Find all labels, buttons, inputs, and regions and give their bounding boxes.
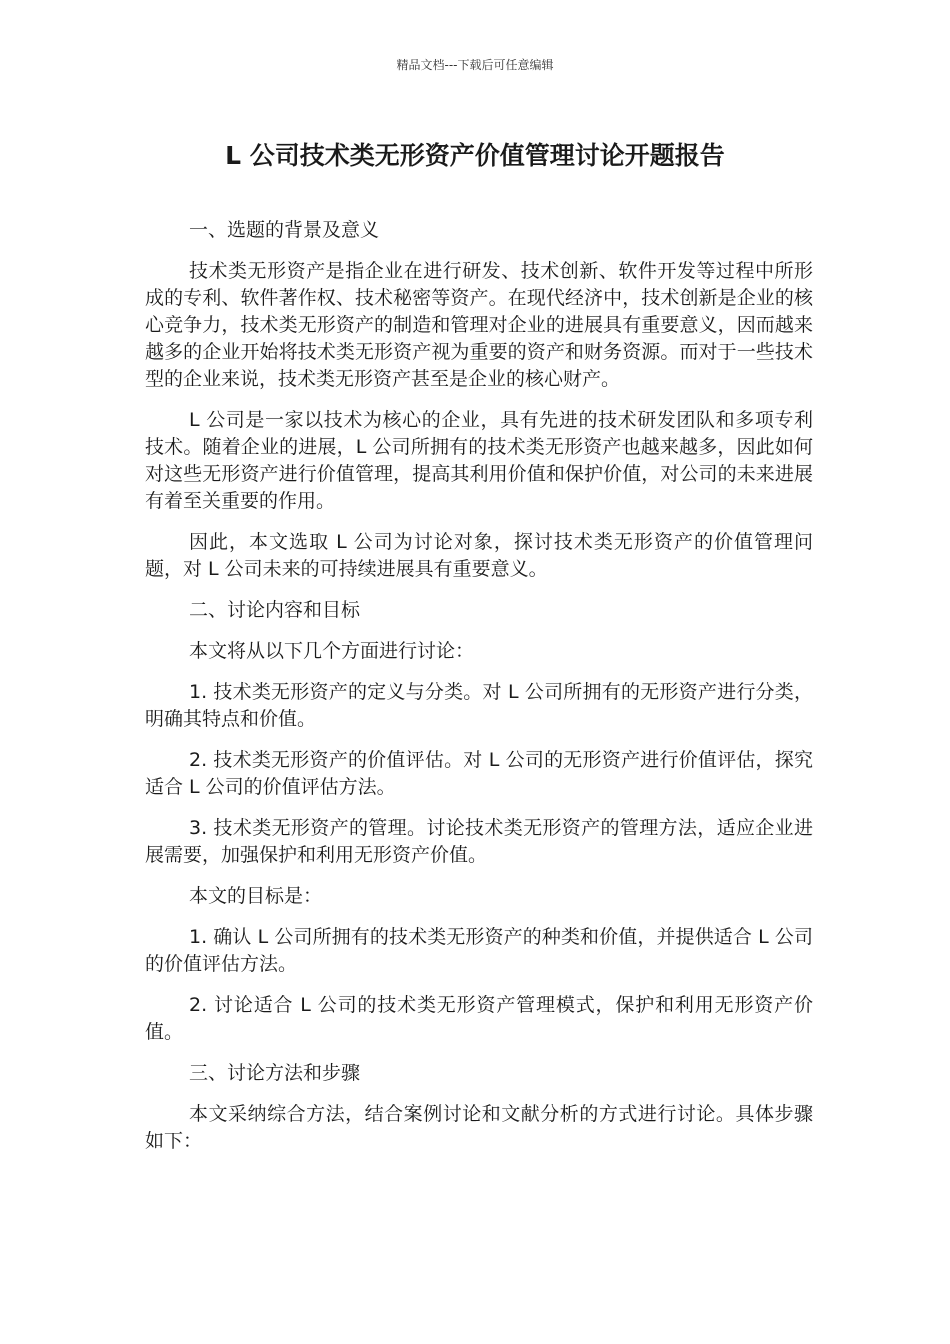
- list-item-content-1: 1. 技术类无形资产的定义与分类。对 L 公司所拥有的无形资产进行分类，明确其特点和价值。: [145, 681, 813, 730]
- section-heading-methods: 三、讨论方法和步骤: [189, 1062, 361, 1084]
- header-note: 精品文档---下载后可任意编辑: [396, 58, 554, 72]
- paragraph-discussion-aspects: 本文将从以下几个方面进行讨论：: [189, 640, 475, 662]
- list-item-content-2: 2. 技术类无形资产的价值评估。对 L 公司的无形资产进行价值评估，探究适合 L 公司的价值评估方法。: [145, 749, 813, 798]
- list-item-goal-2: 2. 讨论适合 L 公司的技术类无形资产管理模式，保护和利用无形资产价值。: [145, 994, 813, 1043]
- list-item-goal-1: 1. 确认 L 公司所拥有的技术类无形资产的种类和价值，并提供适合 L 公司的价值评估方法。: [145, 926, 813, 975]
- paragraph-research-significance: 因此，本文选取 L 公司为讨论对象，探讨技术类无形资产的价值管理问题，对 L 公司未来的可持续进展具有重要意义。: [145, 531, 813, 580]
- section-heading-background: 一、选题的背景及意义: [189, 219, 380, 241]
- section-heading-content-goals: 二、讨论内容和目标: [189, 599, 361, 621]
- paragraph-intangible-assets-definition: 技术类无形资产是指企业在进行研发、技术创新、软件开发等过程中所形成的专利、软件著作权、技术秘密等资产。在现代经济中，技术创新是企业的核心竞争力，技术类无形资产的制造和管理对企业的进展具有重要意义，因而越来越多的企业开始将技术类无形资产视为重要的资产和财务资源。而对于一些技术型的企业来说，技术类无形资产甚至是企业的核心财产。: [145, 260, 813, 390]
- paragraph-goals-intro: 本文的目标是：: [189, 885, 323, 907]
- document-body: [145, 217, 813, 1169]
- document-title: L 公司技术类无形资产价值管理讨论开题报告: [225, 141, 725, 170]
- paragraph-methods: 本文采纳综合方法，结合案例讨论和文献分析的方式进行讨论。具体步骤如下：: [145, 1103, 813, 1152]
- list-item-content-3: 3. 技术类无形资产的管理。讨论技术类无形资产的管理方法，适应企业进展需要，加强保护和利用无形资产价值。: [145, 817, 813, 866]
- paragraph-company-intro: L 公司是一家以技术为核心的企业，具有先进的技术研发团队和多项专利技术。随着企业的进展，L 公司所拥有的技术类无形资产也越来越多，因此如何对这些无形资产进行价值管理，提高其利用价值和保护价值，对公司的未来进展有着至关重要的作用。: [145, 409, 813, 512]
